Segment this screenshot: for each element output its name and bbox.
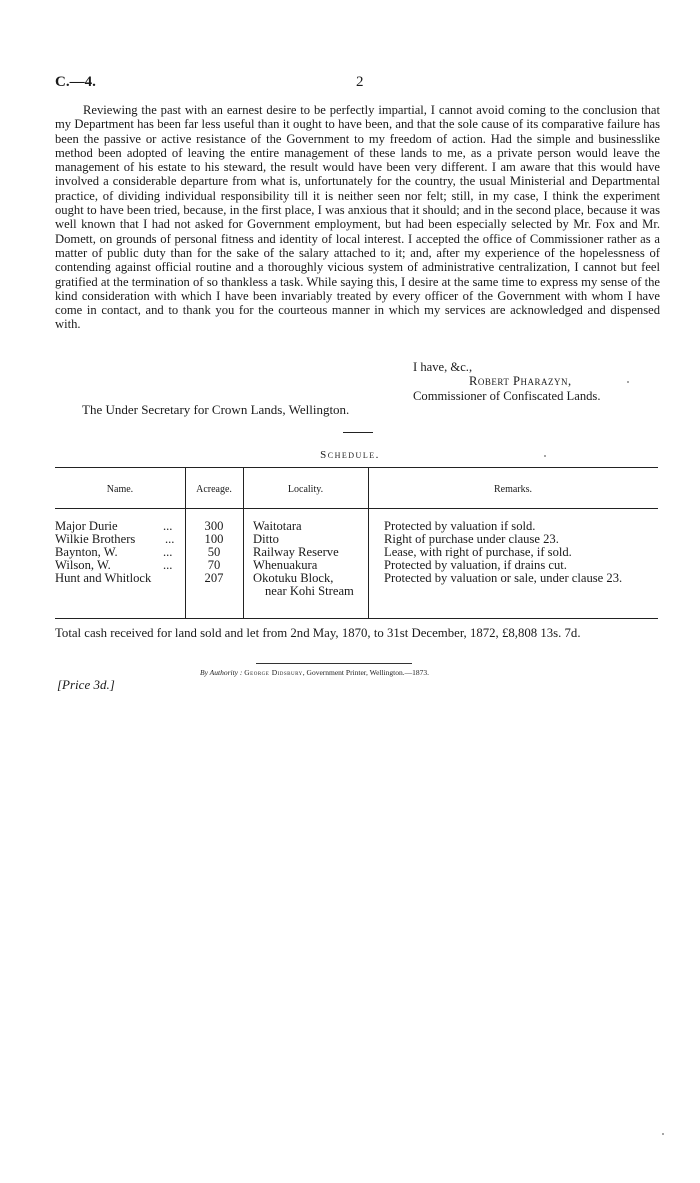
signatory-title: Commissioner of Confiscated Lands. [413, 388, 601, 403]
table-header-rule [55, 508, 658, 509]
cell-locality: Waitotara [253, 519, 302, 533]
schedule-table [55, 467, 658, 619]
by-authority-label: By Authority : [200, 668, 243, 677]
cell-remarks: Protected by valuation, if drains cut. [384, 558, 567, 572]
body-paragraph: Reviewing the past with an earnest desire to be perfectly impartial, I cannot avoid coming to the conclusion that my Department has been far less useful than it ought to have been, and that the sole cause of its comparative failure has been the passive or active resistance of the Government to my freedom of action. Had the simple and businesslike method been adopted of leaving the entire management of these lands to me, as a private person would leave the management of his estate to his steward, the result would have been very different. I am aware that this would have involved a considerable departure from what is, unfortunately for the country, the usual Ministerial and Departmental practice, of dividing individual responsibility till it is neither seen nor felt; still, in my case, I think the experiment ought to have been tried, because, in the first place, I was anxious that it should; and in the second place, because it was well known that I had not asked for Government employment, but had been especially selected by Mr. Fox and Mr. Domett, on grounds of personal fitness and identity of local interest. I accepted the office of Commissioner rather as a matter of public duty than for the sake of the salary attached to it; and, after my experience of the hopelessness of contending against official routine and a thoroughly vicious system of administrative centralization, I cannot but feel gratified at the termination of so thankless a task. While saying this, I desire at the same time to express my sense of the kind consideration with which I have been invariably treated by every officer of the Government with whom I have come in contact, and to thank you for the courteous manner in which my services are acknowledged and dispensed with. [55, 103, 660, 332]
cell-locality: Railway Reserve [253, 545, 339, 559]
scan-speck [627, 381, 629, 383]
price-label: [Price 3d.] [57, 677, 115, 692]
page-number: 2 [356, 74, 364, 90]
printer-rule [256, 663, 412, 664]
cell-leader-dots: ... [165, 532, 175, 546]
cell-remarks: Right of purchase under clause 23. [384, 532, 559, 546]
document-reference: C.—4. [55, 74, 96, 90]
cell-locality-continued: near Kohi Stream [265, 584, 354, 598]
section-divider [343, 432, 373, 433]
total-cash-line: Total cash received for land sold and let from 2nd May, 1870, to 31st December, 1872, £8,808 13s. 7d. [55, 626, 581, 640]
cell-leader-dots: ... [163, 519, 173, 533]
column-header-remarks: Remarks. [493, 484, 533, 495]
cell-remarks: Protected by valuation or sale, under clause 23. [384, 571, 623, 585]
scan-speck [544, 455, 546, 457]
cell-acreage: 50 [207, 545, 221, 559]
printer-name: George Didsbury [244, 668, 303, 677]
column-header-acreage: Acreage. [196, 484, 232, 495]
scan-speck [662, 1133, 664, 1135]
cell-acreage: 300 [204, 519, 224, 533]
printer-imprint [200, 668, 429, 677]
cell-acreage: 70 [207, 558, 221, 572]
cell-locality: Whenuakura [253, 558, 318, 572]
cell-name: Wilson, W. [55, 558, 111, 572]
cell-leader-dots: ... [163, 545, 173, 559]
letter-closing [413, 360, 600, 403]
cell-locality: Okotuku Block, [253, 571, 334, 585]
page-header [55, 74, 658, 94]
addressee: The Under Secretary for Crown Lands, Wellington. [82, 402, 350, 417]
cell-acreage: 207 [204, 571, 224, 585]
cell-name: Major Durie [55, 519, 118, 533]
column-header-name: Name. [106, 484, 134, 495]
cell-name: Baynton, W. [55, 545, 118, 559]
table-bottom-rule [55, 618, 658, 619]
schedule-title: Schedule. [320, 449, 380, 461]
cell-remarks: Lease, with right of purchase, if sold. [384, 545, 572, 559]
cell-acreage: 100 [204, 532, 224, 546]
cell-remarks: Protected by valuation if sold. [384, 519, 536, 533]
signatory-name: Robert Pharazyn, [469, 374, 572, 389]
cell-leader-dots: ... [163, 558, 173, 572]
salutation: I have, &c., [413, 360, 473, 374]
printer-details: , Government Printer, Wellington.—1873. [302, 668, 430, 677]
cell-name: Hunt and Whitlock [55, 571, 152, 585]
table-top-rule [55, 467, 658, 468]
cell-name: Wilkie Brothers [55, 532, 136, 546]
column-header-locality: Locality. [287, 484, 324, 495]
cell-locality: Ditto [253, 532, 279, 546]
